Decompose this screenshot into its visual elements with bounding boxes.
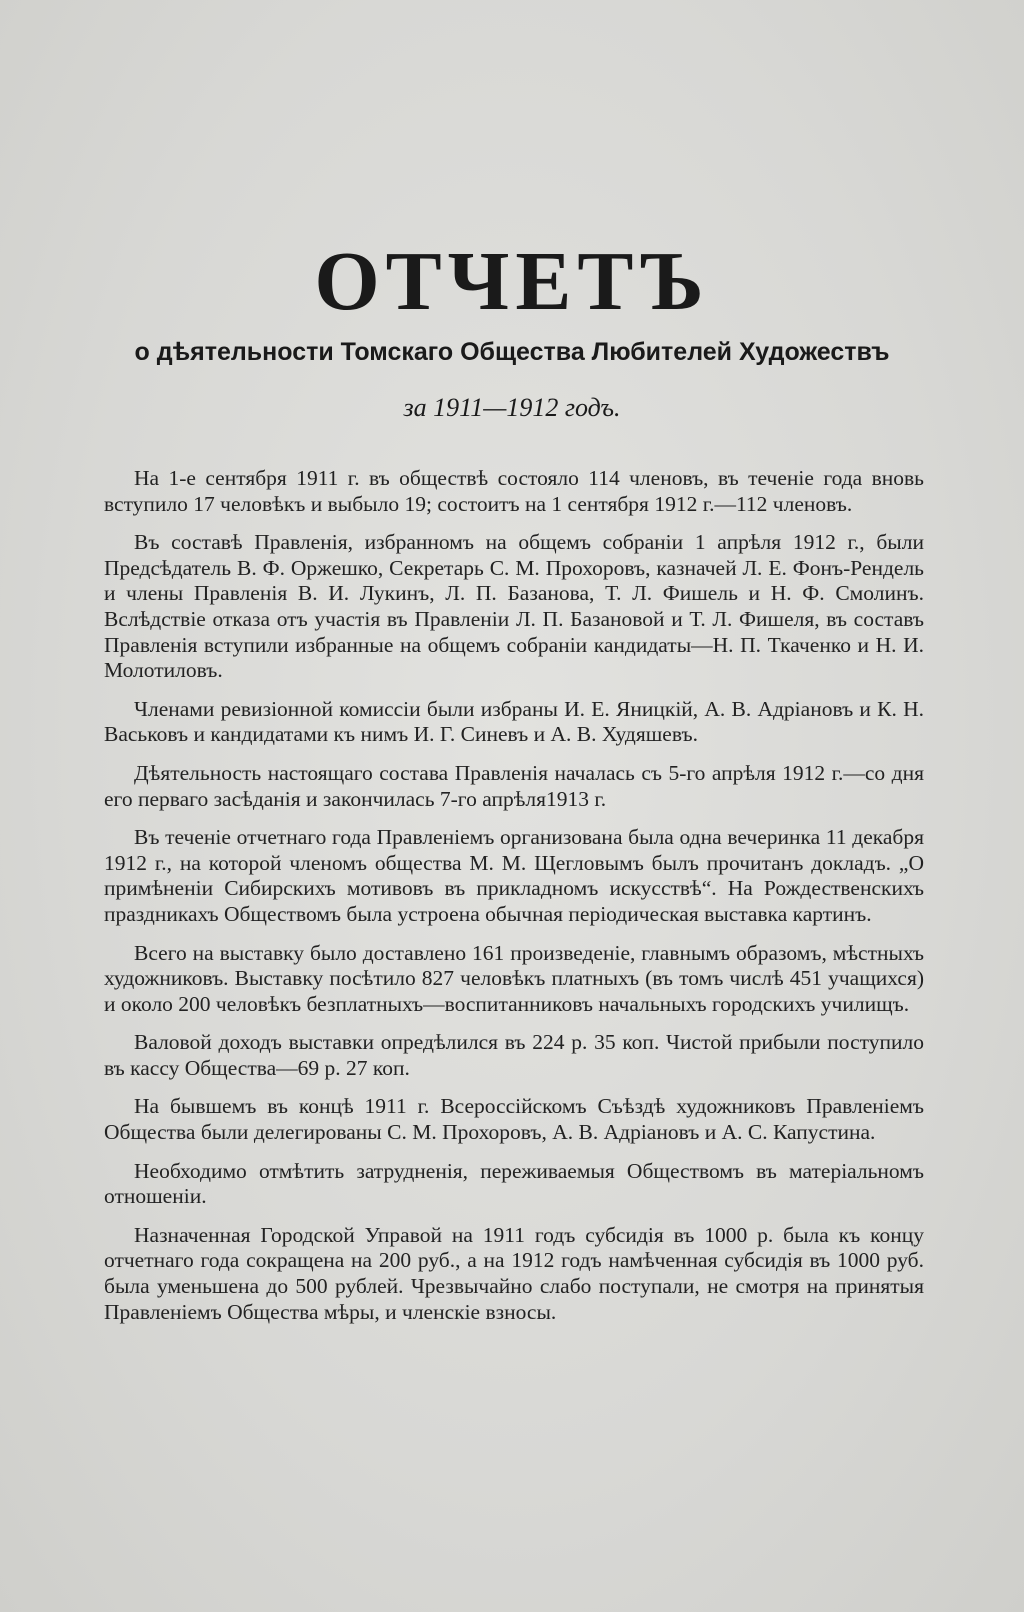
paragraph-board-activity: Дѣятельность настоящаго состава Правленія началась съ 5-го апрѣля 1912 г.—со дня его перваго засѣданія и закончилась 7-го апрѣля1913 г. xyxy=(104,760,924,811)
paragraph-events: Въ теченіе отчетнаго года Правленіемъ организована была одна вечеринка 11 декабря 1912 г., на которой членомъ общества М. М. Щегловымъ былъ прочитанъ докладъ. „О примѣненіи Сибирскихъ мотивовъ въ прикладномъ искусствѣ“. На Рождественскихъ праздникахъ Обществомъ была устроена обычная періодическая выставка картинъ. xyxy=(104,825,924,926)
report-period: за 1911—1912 годъ. xyxy=(403,393,621,422)
paragraph-exhibition: Всего на выставку было доставлено 161 произведеніе, главнымъ образомъ, мѣстныхъ художниковъ. Выставку посѣтило 827 человѣкъ платныхъ (въ томъ числѣ 451 учащихся) и около 200 человѣкъ безплатныхъ—воспитанниковъ начальныхъ городскихъ училищъ. xyxy=(104,940,924,1016)
report-subtitle: о дѣятельности Томскаго Общества Любителей Художествъ xyxy=(134,338,890,366)
paragraph-membership: На 1-е сентября 1911 г. въ обществѣ состояло 114 членовъ, въ теченіе года вновь вступило 17 человѣкъ и выбыло 19; состоитъ на 1 сентября 1912 г.—112 членовъ. xyxy=(104,466,924,516)
paragraph-congress: На бывшемъ въ концѣ 1911 г. Всероссійскомъ Съѣздѣ художниковъ Правленіемъ Общества были делегированы С. М. Прохоровъ, А. В. Адріановъ и А. С. Капустина. xyxy=(104,1094,924,1145)
report-body xyxy=(104,466,924,1338)
paragraph-audit-commission: Членами ревизіонной комиссіи были избраны И. Е. Яницкій, А. В. Адріановъ и К. Н. Васьковъ и кандидатами къ нимъ И. Г. Синевъ и А. В. Худяшевъ. xyxy=(104,696,924,747)
paragraph-difficulties: Необходимо отмѣтить затрудненія, переживаемыя Обществомъ въ матеріальномъ отношеніи. xyxy=(104,1158,924,1209)
report-title: ОТЧЕТЪ xyxy=(314,235,710,328)
paragraph-income: Валовой доходъ выставки опредѣлился въ 224 р. 35 коп. Чистой прибыли поступило въ кассу Общества—69 р. 27 коп. xyxy=(104,1030,924,1080)
paragraph-board: Въ составѣ Правленія, избранномъ на общемъ собраніи 1 апрѣля 1912 г., были Предсѣдатель В. Ф. Оржешко, Секретарь С. М. Прохоровъ, казначей Л. Е. Фонъ-Рендель и члены Правленія В. И. Лукинъ, Л. П. Базанова, Т. Л. Фишель и Н. Ф. Смолинъ. Вслѣдствіе отказа отъ участія въ Правленіи Л. П. Базановой и Т. Л. Фишеля, въ составъ Правленія вступили избранные на общемъ собраніи кандидаты—Н. П. Ткаченко и Н. И. Молотиловъ. xyxy=(104,530,924,683)
paragraph-subsidy: Назначенная Городской Управой на 1911 годъ субсидія въ 1000 р. была къ концу отчетнаго года сокращена на 200 руб., а на 1912 годъ намѣченная субсидія въ 1000 руб. была уменьшена до 500 рублей. Чрезвычайно слабо поступали, не смотря на принятыя Правленіемъ Общества мѣры, и членскіе взносы. xyxy=(104,1222,924,1324)
